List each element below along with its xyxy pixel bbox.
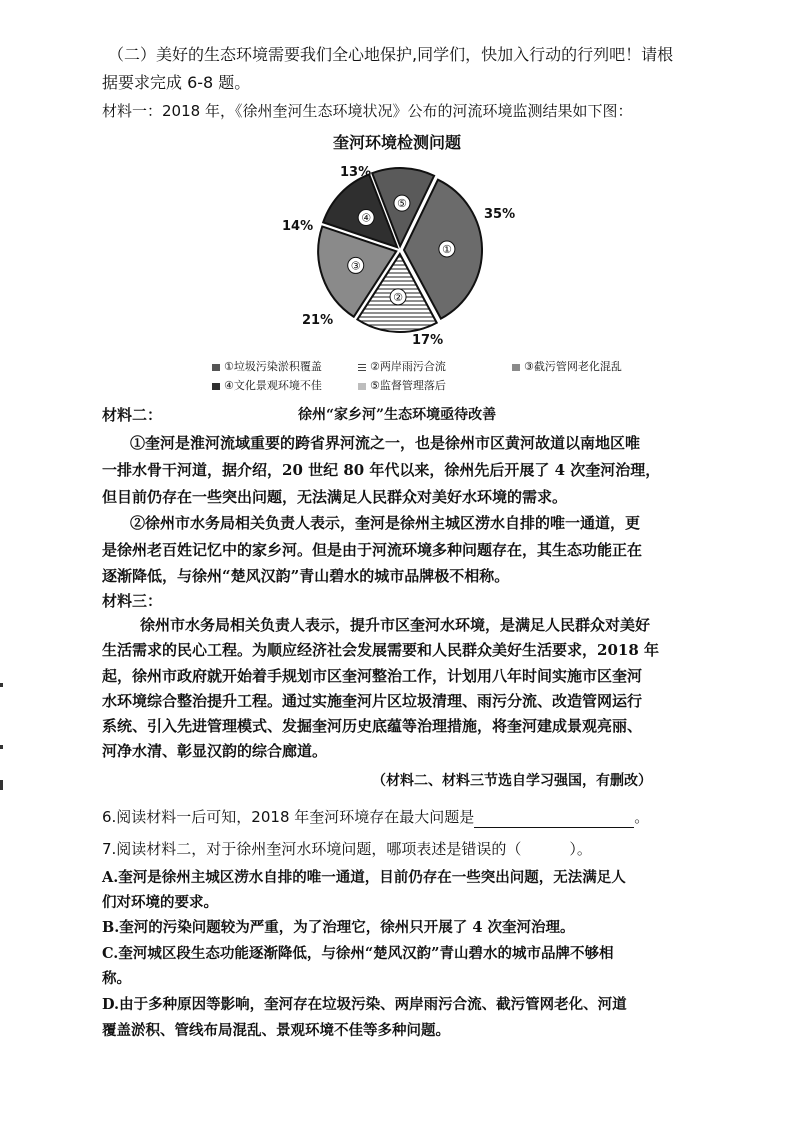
scan-edge-mark <box>0 780 3 790</box>
option-c-line1: C.奎河城区段生态功能逐渐降低，与徐州“楚风汉韵”青山碧水的城市品牌不够相 <box>102 945 614 962</box>
legend-item-5 <box>358 377 446 393</box>
pie-marker-label-5: ⑤ <box>397 197 407 211</box>
question-6 <box>102 806 649 828</box>
material3-line3: 起，徐州市政府就开始着手规划市区奎河整治工作，计划用八年时间实施市区奎河 <box>102 667 643 685</box>
material2-p1-line3: 但目前仍存在一些突出问题，无法满足人民群众对美好水环境的需求。 <box>102 488 568 506</box>
legend-swatch-2 <box>358 364 366 371</box>
option-a-line1: A.奎河是徐州主城区涝水自排的唯一通道，目前仍存在一些突出问题，无法满足人 <box>102 869 626 886</box>
material2-p1-line2: 一排水骨干河道，据介绍，20 世纪 80 年代以来，徐州先后开展了 4 次奎河治理， <box>102 461 661 479</box>
option-c-line2: 称。 <box>102 970 131 987</box>
legend-item-4 <box>212 377 322 393</box>
question-7 <box>102 838 592 860</box>
option-d-line2: 覆盖淤积、管线布局混乱、景观环境不佳等多种问题。 <box>102 1022 450 1039</box>
question-6-end: 。 <box>634 808 650 826</box>
material2-title: 徐州“家乡河”生态环境亟待改善 <box>298 407 497 423</box>
question-7-text: 7.阅读材料二，对于徐州奎河水环境问题，哪项表述是错误的（ <box>102 840 522 858</box>
legend-swatch-4 <box>212 383 220 390</box>
pie-marker-label-3: ③ <box>350 259 361 273</box>
pct-label-4: 14% <box>282 219 314 234</box>
question-6-text: 6.阅读材料一后可知，2018 年奎河环境存在最大问题是 <box>102 808 475 826</box>
legend-item-3 <box>512 358 622 374</box>
pct-label-3: 21% <box>302 313 334 328</box>
legend-label-4: ④文化景观环境不佳 <box>224 379 322 392</box>
question-7-end: ）。 <box>569 840 592 858</box>
pie-marker-label-1: ① <box>441 243 452 257</box>
legend-label-5: ⑤监督管理落后 <box>370 379 446 392</box>
chart-title: 奎河环境检测问题 <box>332 133 461 152</box>
legend-label-3: ③截污管网老化混乱 <box>524 360 622 373</box>
material3-line2: 生活需求的民心工程。为顺应经济社会发展需要和人民群众美好生活要求，2018 年 <box>102 641 659 659</box>
intro-line-1: （二）美好的生态环境需要我们全心地保护,同学们，快加入行动的行列吧！请根 <box>108 45 674 64</box>
legend-swatch-1 <box>212 364 220 371</box>
material2-p2-line2: 是徐州老百姓记忆中的家乡河。但是由于河流环境多种问题存在，其生态功能正在 <box>102 541 643 559</box>
material3-line5: 系统、引入先进管理模式、发掘奎河历史底蕴等治理措施，将奎河建成景观亮丽、 <box>102 717 643 735</box>
intro-line-2: 据要求完成 6-8 题。 <box>102 73 251 92</box>
pie-marker-label-4: ④ <box>361 211 372 225</box>
material3-line6: 河净水清、彰显汉韵的综合廊道。 <box>102 742 328 760</box>
legend-label-1: ①垃圾污染淤积覆盖 <box>224 360 322 373</box>
pie-marker-label-2: ② <box>393 290 403 304</box>
material1-intro: 材料一：2018 年，《徐州奎河生态环境状况》公布的河流环境监测结果如下图： <box>102 102 633 120</box>
material2-p2-line3: 逐渐降低，与徐州“楚风汉韵”青山碧水的城市品牌极不相称。 <box>102 567 510 585</box>
legend-label-2: ②两岸雨污合流 <box>370 360 446 373</box>
legend-swatch-3 <box>512 364 520 371</box>
legend-swatch-5 <box>358 383 366 390</box>
material2-label: 材料二： <box>102 406 163 424</box>
option-d-line1: D.由于多种原因等影响，奎河存在垃圾污染、两岸雨污合流、截污管网老化、河道 <box>102 996 627 1013</box>
pct-label-2: 17% <box>412 333 444 348</box>
option-a-line2: 们对环境的要求。 <box>102 894 218 911</box>
pct-label-5: 13% <box>340 165 372 180</box>
legend-item-2 <box>358 358 446 374</box>
scan-edge-mark <box>0 683 3 687</box>
scan-edge-mark <box>0 745 3 749</box>
material3-label: 材料三： <box>102 592 163 610</box>
material3-line4: 水环境综合整治提升工程。通过实施奎河片区垃圾清理、雨污分流、改造管网运行 <box>102 692 643 710</box>
option-b: B.奎河的污染问题较为严重，为了治理它，徐州只开展了 4 次奎河治理。 <box>102 919 575 936</box>
legend-item-1 <box>212 358 322 374</box>
source-note: （材料二、材料三节选自学习强国，有删改） <box>372 773 652 789</box>
material3-line1: 徐州市水务局相关负责人表示，提升市区奎河水环境，是满足人民群众对美好 <box>140 616 651 634</box>
pct-label-1: 35% <box>484 207 516 222</box>
material2-p1-line1: ①奎河是淮河流域重要的跨省界河流之一，也是徐州市区黄河故道以南地区唯 <box>130 434 641 452</box>
material2-p2-line1: ②徐州市水务局相关负责人表示，奎河是徐州主城区涝水自排的唯一通道，更 <box>130 514 641 532</box>
question-6-answer-blank[interactable] <box>474 811 634 828</box>
